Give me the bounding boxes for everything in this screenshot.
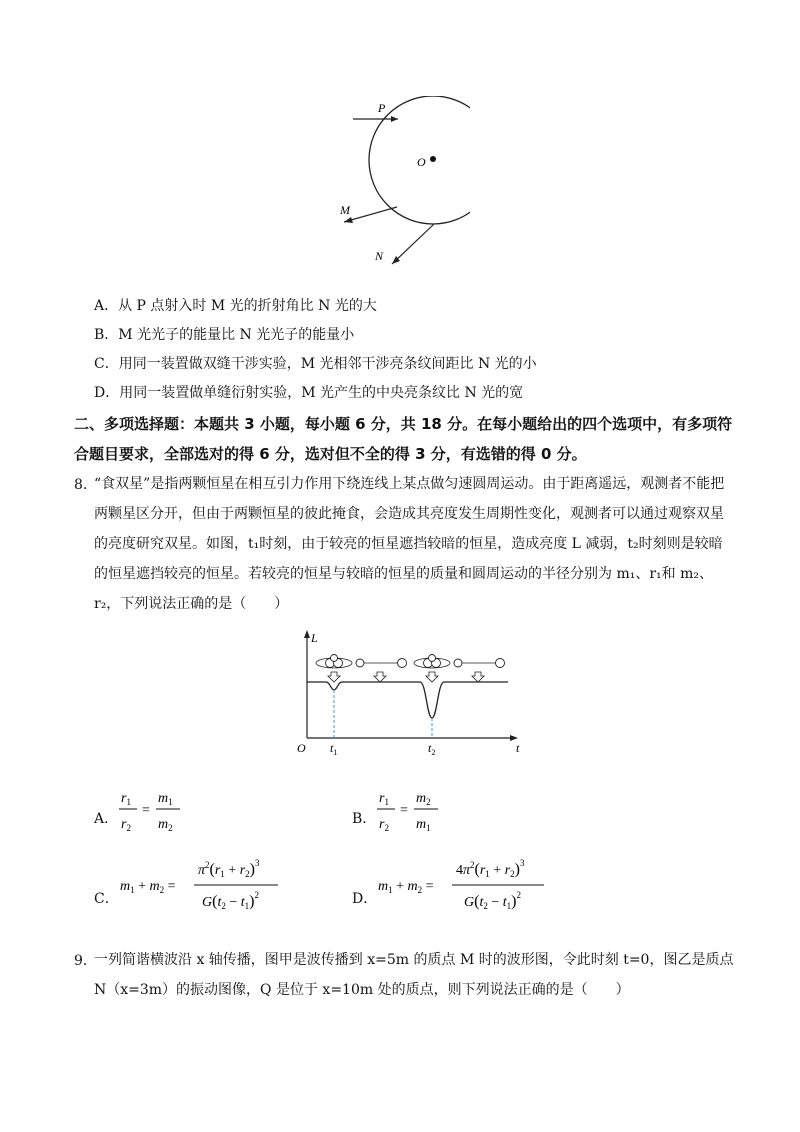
svg-text:=: = (400, 803, 408, 818)
star-pair-icon-1 (316, 655, 352, 683)
light-curve-graph (290, 628, 530, 758)
q7-option-d: D．用同一装置做单缝衍射实验，M 光产生的中央亮条纹比 N 光的宽 (94, 385, 524, 401)
t2-label: $t_2$ (428, 741, 436, 757)
q8-option-c-formula (118, 852, 288, 918)
q8-option-d-label: D． (352, 891, 378, 907)
svg-text:m2: $m_2$ (158, 817, 173, 833)
x-axis-label: t (516, 741, 520, 755)
q9-number: 9． (74, 953, 97, 969)
star-pair-icon-2 (356, 659, 407, 683)
svg-text:m1 + m2 =: $m_1 + m_2$ = (378, 879, 434, 895)
ray-m (344, 207, 397, 222)
incident-arrowhead (391, 116, 398, 122)
q8-text: “食双星”是指两颗恒星在相互引力作用下绕连线上某点做匀速圆周运动。由于距离遥远，观测者不能把两颗星区分开，但由于两颗恒星的彼此掩食，会造成其亮度发生周期性变化，观测者可以通过观察双星的亮度研究双星。如图，t₁时刻，由于较亮的恒星遮挡较暗的恒星，造成亮度 L 减弱，t₂时刻则是较暗的恒星遮挡较亮的恒星。若较亮的恒星与较暗的恒星的质量和圆周运动的半径分别为 m₁、r₁和 m₂、r₂，下列说法正确的是（ ） (94, 476, 725, 612)
center-point (430, 156, 436, 162)
q8-option-a-formula (118, 786, 188, 836)
svg-text:m1: $m_1$ (158, 791, 173, 807)
q8-option-c-label: C． (94, 891, 119, 907)
svg-text:m2: $m_2$ (416, 791, 431, 807)
q9-text: 一列简谐横波沿 x 轴传播，图甲是波传播到 x=5m 的质点 M 时的波形图，令此时刻 t=0，图乙是质点 N（x=3m）的振动图像，Q 是位于 x=10m 处的质点，则下列说法正确的是（ ） (94, 952, 734, 998)
y-axis-arrow (304, 630, 310, 638)
svg-text:G(t2 − t1)2: $G(t_2 - t_1)^2$ (202, 890, 259, 911)
q8-option-a-label: A． (94, 811, 119, 827)
q7-option-c: C．用同一装置做双缝干涉实验，M 光相邻干涉亮条纹间距比 N 光的小 (94, 356, 537, 372)
svg-text:r1: $r_1$ (379, 791, 389, 807)
t1-label: $t_1$ (330, 741, 338, 757)
q7-option-b: B．M 光光子的能量比 N 光光子的能量小 (94, 327, 355, 343)
svg-text:G(t2 − t1)2: $G(t_2 - t_1)^2$ (464, 890, 521, 911)
label-m: M (340, 203, 350, 217)
q8-option-b-label: B． (352, 811, 377, 827)
origin-label: O (297, 741, 306, 755)
svg-text:r2: $r_2$ (121, 817, 131, 833)
star-pair-icon-4 (454, 659, 505, 683)
label-p: P (378, 101, 386, 115)
q8-option-b-formula (376, 786, 446, 836)
ray-n (392, 224, 434, 264)
svg-text:4π2(r1 + r2)3: $4\pi^2(r_1 + r_2)^3$ (456, 858, 525, 879)
label-n: N (375, 249, 384, 263)
svg-text:r2: $r_2$ (379, 817, 389, 833)
svg-text:π2(r1 + r2)3: $\pi^2(r_1 + r_2)^3$ (198, 858, 260, 879)
q7-option-a: A．从 P 点射入时 M 光的折射角比 N 光的大 (94, 298, 377, 314)
light-curve (307, 682, 508, 718)
refraction-diagram (330, 96, 470, 271)
label-o: O (417, 155, 426, 169)
svg-text:m1 + m2 =: $m_1 + m_2$ = (120, 879, 176, 895)
svg-text:m1: $m_1$ (416, 817, 431, 833)
y-axis-label: L (311, 631, 318, 645)
section-heading: 二、多项选择题：本题共 3 小题，每小题 6 分，共 18 分。在每小题给出的四个选项中，有多项符合题目要求，全部选对的得 6 分，选对但不全的得 3 分，有选错的得 0 分。 (74, 415, 733, 463)
q8-option-d-formula (376, 852, 556, 918)
star-pair-icon-3 (414, 655, 450, 683)
svg-text:r1: $r_1$ (121, 791, 131, 807)
svg-text:=: = (142, 803, 150, 818)
ray-m-arrowhead (344, 217, 353, 223)
q8-number: 8． (74, 477, 97, 493)
